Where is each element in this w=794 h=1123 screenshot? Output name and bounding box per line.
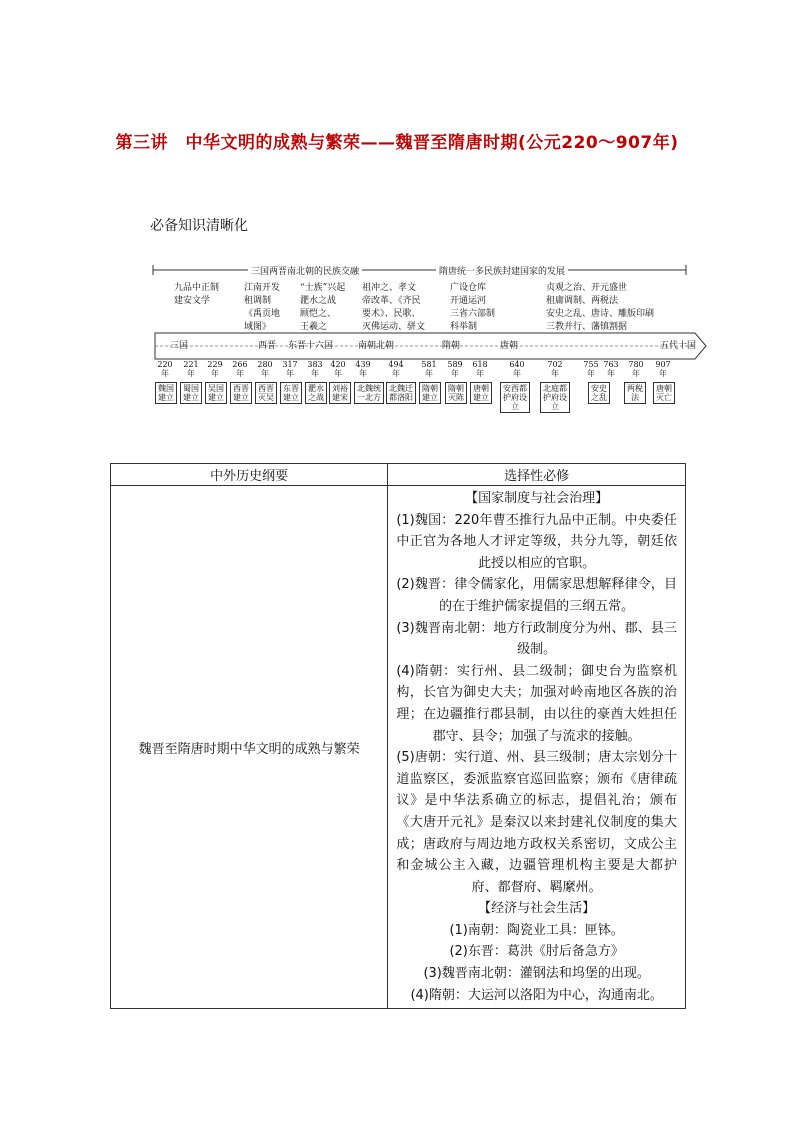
table-header-row xyxy=(111,464,686,486)
table-header-cell: 中外历史纲要 xyxy=(111,464,388,486)
year-tick: 640 年 xyxy=(509,360,525,378)
event-box: 北庭都护府设立 xyxy=(540,382,570,413)
event-box: 安西都护府设立 xyxy=(500,382,530,413)
list-item: (3)魏晋南北朝：灌钢法和坞堡的出现。 xyxy=(423,966,650,982)
event-box: 隋朝灭陈 xyxy=(445,382,467,404)
year-tick: 581 年 xyxy=(421,360,437,378)
year-tick: 317 年 xyxy=(282,360,298,378)
period-label: 隋朝 xyxy=(442,341,461,351)
event-box: 安史之乱 xyxy=(588,382,610,404)
section-heading: 【国家制度与社会治理】 xyxy=(465,491,609,506)
list-item: (1)南朝：陶瓷业工具：匣钵。 xyxy=(449,922,624,938)
year-tick: 702 年 xyxy=(547,360,563,378)
event-box: 魏国建立 xyxy=(155,382,177,404)
table-row xyxy=(111,486,686,1009)
event-box: 隋朝建立 xyxy=(419,382,441,404)
page-title: 第三讲 中华文明的成熟与繁荣——魏晋至隋唐时期(公元220～907年) xyxy=(115,133,679,153)
section-subtitle: 必备知识清晰化 xyxy=(150,218,248,234)
timeline-desc-4: 祖冲之、孝文 帝改革、《齐民 要术》、民歌、 灭佛运动、骈文 xyxy=(362,283,426,332)
year-tick: 229 年 xyxy=(207,360,223,378)
period-label: 五代十国 xyxy=(660,341,697,351)
event-box: 北魏统一北方 xyxy=(354,382,384,404)
list-item: (2)魏晋：律令儒家化，用儒家思想解释律令，目的在于维护儒家提倡的三纲五常。 xyxy=(396,577,677,614)
year-tick: 266 年 xyxy=(232,360,248,378)
year-tick: 221 年 xyxy=(183,360,199,378)
year-tick: 280 年 xyxy=(257,360,273,378)
period-label: 南朝北朝 xyxy=(358,341,395,351)
year-tick: 780 年 xyxy=(628,360,644,378)
list-item: (4)隋朝：大运河以洛阳为中心，沟通南北。 xyxy=(410,987,663,1003)
event-box: 唐朝灭亡 xyxy=(653,382,675,404)
year-tick: 420 年 xyxy=(330,360,346,378)
year-tick: 618 年 xyxy=(472,360,488,378)
event-box: 两税法 xyxy=(624,382,646,404)
period-label: 三国 xyxy=(170,341,189,351)
year-tick: 383 年 xyxy=(307,360,323,378)
timeline-desc-6: 贞观之治、开元盛世 租庸调制、两税法 安史之乱、唐诗、雕版印刷 三教并行、藩镇割据 xyxy=(546,283,655,332)
year-tick: 907 年 xyxy=(655,360,671,378)
year-tick: 763 年 xyxy=(603,360,619,378)
event-box: 东晋建立 xyxy=(280,382,302,404)
event-box: 刘裕建宋 xyxy=(329,382,351,404)
year-tick: 589 年 xyxy=(447,360,463,378)
event-box: 吴国建立 xyxy=(205,382,227,404)
table-left-cell: 魏晋至隋唐时期中华文明的成熟与繁荣 xyxy=(111,486,388,1009)
list-item: (4)隋朝：实行州、县二级制；御史台为监察机构，长官为御史大夫；加强对岭南地区各族的治理；在边疆推行郡县制，由以往的豪酋大姓担任郡守、县令；加强了与流求的接触。 xyxy=(396,663,677,744)
list-item: (1)魏国：220年曹丕推行九品中正制。中央委任中正官为各地人才评定等级，共分九等，朝廷依此授以相应的官职。 xyxy=(396,512,677,571)
event-box: 西晋建立 xyxy=(230,382,252,404)
timeline-figure xyxy=(150,260,710,420)
event-box: 西晋灭吴 xyxy=(255,382,277,404)
timeline-header-left: 三国两晋南北朝的民族交融 xyxy=(248,264,362,277)
comparison-table xyxy=(110,463,686,1009)
period-label: 东晋十六国 xyxy=(288,341,334,351)
event-box: 蜀国建立 xyxy=(180,382,202,404)
year-tick: 220 年 xyxy=(157,360,173,378)
timeline-desc-1: 九品中正制 建安文学 xyxy=(174,283,220,306)
list-item: (3)魏晋南北朝：地方行政制度分为州、郡、县三级制。 xyxy=(396,620,677,658)
period-label: 唐朝 xyxy=(500,341,519,351)
year-tick: 494 年 xyxy=(388,360,404,378)
year-tick: 439 年 xyxy=(355,360,371,378)
year-tick: 755 年 xyxy=(583,360,599,378)
period-label: 西晋 xyxy=(258,341,277,351)
table-header-cell: 选择性必修 xyxy=(388,464,686,486)
event-box: 北魏迁都洛阳 xyxy=(386,382,416,404)
list-item: (2)东晋：葛洪《肘后备急方》 xyxy=(449,944,624,960)
timeline-header-right: 隋唐统一多民族封建国家的发展 xyxy=(436,264,568,277)
table-right-cell xyxy=(388,486,686,1009)
section-heading: 【经济与社会生活】 xyxy=(478,901,596,917)
timeline-desc-2: 江南开发 租调制 《禹贡地 域图》 xyxy=(244,283,281,332)
timeline-desc-5: 广设仓库 开通运河 三省六部制 科举制 xyxy=(450,283,496,332)
event-box: 淝水之战 xyxy=(305,382,327,404)
event-box: 唐朝建立 xyxy=(470,382,492,404)
list-item: (5)唐朝：实行道、州、县三级制；唐太宗划分十道监察区，委派监察官巡回监察；颁布《唐律疏议》是中华法系确立的标志，提倡礼治；颁布《大唐开元礼》是秦汉以来封建礼仪制度的集大成；唐政府与周边地方政权关系密切，文成公主和金城公主入藏，边疆管理机构主要是大都护府、都督府、羁縻州。 xyxy=(396,750,677,895)
timeline-desc-3: “士族”兴起 淝水之战 顾恺之、 王羲之 xyxy=(300,283,346,332)
